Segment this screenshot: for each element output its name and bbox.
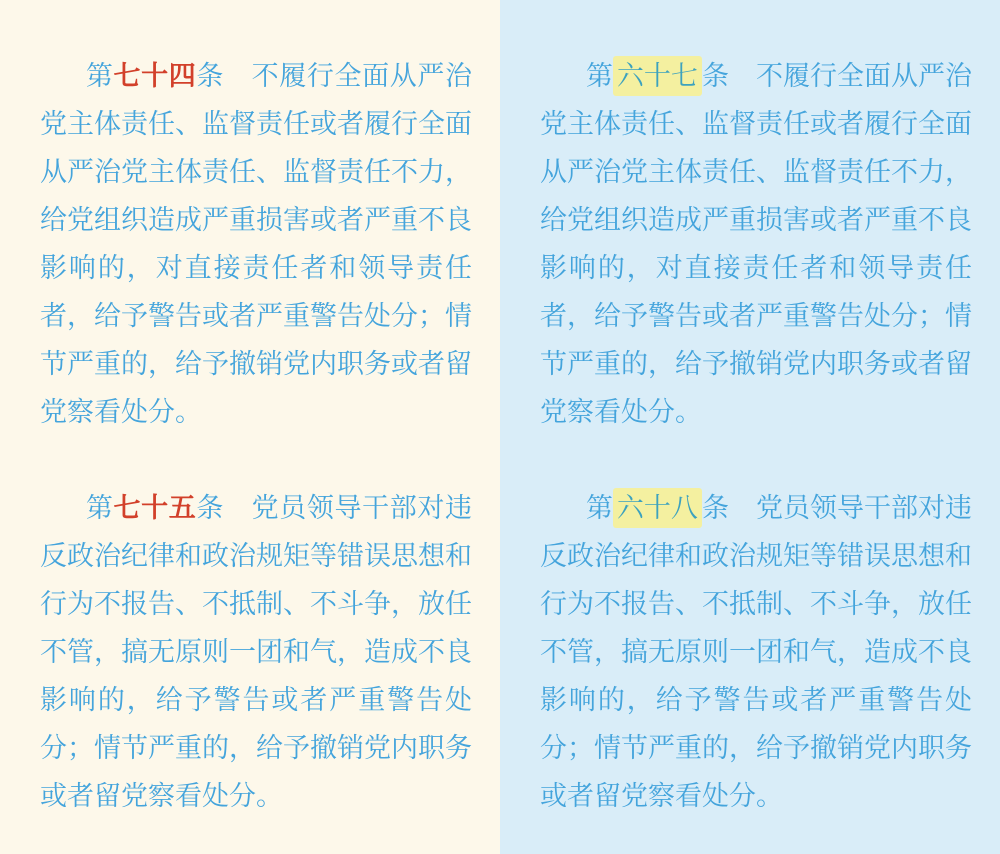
article-body: 党员领导干部对违反政治纪律和政治规矩等错误思想和行为不报告、不抵制、不斗争，放任不管，搞无原则一团和气，造成不良影响的，给予警告或者严重警告处分；情节严重的，给予撤销党内职务或者留党察看处分。 xyxy=(540,493,973,811)
article-number: 七十四 xyxy=(113,61,197,91)
article-suffix: 条 xyxy=(196,61,225,91)
article-body: 党员领导干部对违反政治纪律和政治规矩等错误思想和行为不报告、不抵制、不斗争，放任不管，搞无原则一团和气，造成不良影响的，给予警告或者严重警告处分；情节严重的，给予撤销党内职务或者留党察看处分。 xyxy=(40,493,473,811)
article-body: 不履行全面从严治党主体责任、监督责任或者履行全面从严治党主体责任、监督责任不力，给党组织造成严重损害或者严重不良影响的，对直接责任者和领导责任者，给予警告或者严重警告处分；情节严重的，给予撤销党内职务或者留党察看处分。 xyxy=(540,61,973,427)
article-number-highlighted: 六十八 xyxy=(613,488,702,528)
article-body: 不履行全面从严治党主体责任、监督责任或者履行全面从严治党主体责任、监督责任不力，给党组织造成严重损害或者严重不良影响的，对直接责任者和领导责任者，给予警告或者严重警告处分；情节严重的，给予撤销党内职务或者留党察看处分。 xyxy=(40,61,473,427)
article-paragraph xyxy=(540,52,972,436)
article-number-highlighted: 六十七 xyxy=(613,56,702,96)
article-paragraph xyxy=(540,484,972,820)
article-prefix: 第 xyxy=(585,493,613,523)
article-number: 七十五 xyxy=(113,493,197,523)
article-suffix: 条 xyxy=(196,493,225,523)
article-prefix: 第 xyxy=(85,61,114,91)
article-paragraph xyxy=(40,484,472,820)
article-suffix: 条 xyxy=(701,61,729,91)
article-prefix: 第 xyxy=(85,493,114,523)
article-paragraph xyxy=(40,52,472,436)
article-suffix: 条 xyxy=(701,493,729,523)
right-panel xyxy=(500,0,1000,854)
article-prefix: 第 xyxy=(585,61,613,91)
